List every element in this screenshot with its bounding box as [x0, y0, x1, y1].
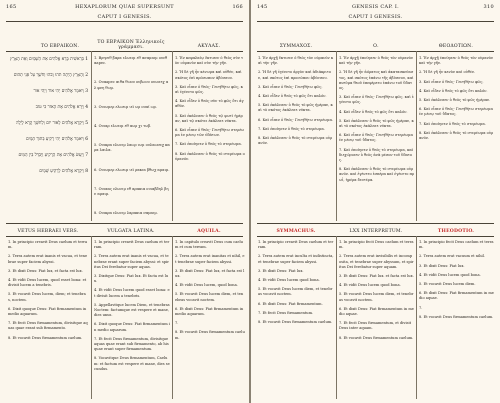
theodotion-verse: 8. Καὶ ἐκάλεσεν ὁ θεὸς τὸ στερέωμα οὐρανόν.: [419, 130, 494, 141]
left-header-rule: [6, 51, 243, 52]
theodotion-latin-verse: 4. Et vidit Deus lucem quod bona.: [419, 272, 481, 277]
aquila-latin-verse: 2. Terra autem erat inanitas et nihil, et tenebrae super faciem abyssi.: [175, 254, 245, 264]
right-theodotion-latin-column: [419, 240, 495, 400]
right-subtitle: CAPUT I GENESIS.: [348, 14, 403, 20]
hebrew-verse: 6 וַיֹּאמֶר אֱלֹהִים יְהִי רָקִיעַ בְּתוֹךְ הַמָּיִם: [25, 137, 88, 142]
left-running-head: [6, 4, 243, 12]
right-header-lxx: Ο.: [373, 44, 379, 49]
theodotion-latin-verse: 6. Et dixit Deus: Fiat firmamentum in medio aquae.: [419, 291, 494, 301]
lxx-latin-verse: 2. Terra autem erat invisibilis et incomposita, et tenebrae super abyssum, et spiritus Dei ferebatur super aquam.: [339, 254, 414, 269]
symmachus-latin-verse: 5. Et vocavit Deus lucem diem, et tenebras vocavit noctem.: [258, 287, 333, 297]
symmachus-verse: 6. Καὶ εἶπεν ὁ θεός· Γενηθήτω στερέωμα.: [258, 117, 334, 122]
left-mid-rule: [6, 223, 243, 224]
aquila-verse: 3. Καὶ εἶπεν ὁ θεός· Γενηθήτω φῶς, καὶ ἐγένετο φῶς.: [175, 84, 243, 95]
theodotion-latin-verse: 3. Et dixit Deus: Fiat lux.: [419, 263, 465, 268]
translit-verse: 2. Ουαарес αιθα θωου ουβωου ουωσεχ αλ φνη θωμ.: [94, 80, 169, 90]
theodotion-latin-verse: 5. Et vocavit Deus lucem diem.: [419, 282, 476, 287]
aquila-verse: 4. Καὶ εἶδεν ὁ θεὸς σὺν τὸ φῶς ὅτι ἀγαθόν.: [175, 99, 244, 109]
lxx-verse: 1. Ἐν ἀρχῇ ἐποίησεν ὁ θεὸς τὸν οὐρανὸν καὶ τὴν γῆν.: [339, 56, 414, 66]
lxx-verse: 8. Καὶ ἐκάλεσεν ὁ θεὸς τὸ στερέωμα οὐρανόν. καὶ ἐγένετο ἑσπέρα καὶ ἐγένετο πρωΐ, ἡμέρα δευτέρα.: [339, 167, 414, 182]
vetus-verse: 5. Et vocavit Deus lucem, diem; et tenebras, noctem.: [8, 292, 86, 302]
left-page-number-right: 166: [232, 4, 243, 10]
right-running-title: GENESIS CAP. I.: [351, 4, 400, 10]
lxx-latin-verse: 3. Et dixit Deus: Fiat lux. et facta est lux.: [339, 274, 414, 279]
lxx-latin-verse: 4. Et vidit Deus lucem quod bona.: [339, 283, 401, 288]
left-page-number: 165: [6, 4, 17, 10]
symmachus-verse: 4. Καὶ εἶδεν ὁ θεὸς τὸ φῶς ὅτι καλόν.: [258, 94, 327, 99]
right-running-head: [257, 4, 494, 12]
right-vrule-4: [416, 236, 417, 399]
aquila-latin-verse: 6. Et dixit Deus: Fiat firmamentum in medio aquarum.: [175, 306, 244, 317]
aquila-latin-verse: 7.: [175, 321, 179, 326]
vulgata-verse: 2. Terra autem erat inanis et vacua, et tenebrae erant super faciem abyssi: et spiritus Dei ferebatur super aquas.: [94, 254, 169, 269]
lxx-latin-verse: 5. Et vocavit Deus lucem diem, et tenebras vocavit noctem.: [339, 292, 414, 302]
aquila-latin-verse: 1. In capitulo creavit Deus cum caelum et cum terram.: [175, 240, 243, 250]
symmachus-latin-verse: 2. Terra autem erat inculta et indistincta, et tenebrae super faciem abyssi.: [258, 254, 334, 264]
lxx-latin-verse: 6. Et dixit Deus: Fiat firmamentum in medio aquae.: [339, 306, 414, 317]
vetus-verse: 7. Et fecit Deus firmamentum, divisitque aquas quae erant sub firmamento.: [8, 321, 88, 331]
hebrew-verse: 5 וַיִּקְרָא אֱלֹהִים לָאוֹר יוֹם וְלַחֹשֶׁךְ קָרָא לָיְלָה: [15, 121, 88, 126]
right-symmachus-column: [258, 56, 334, 221]
right-lxx-latin-column: [339, 240, 414, 400]
lxx-verse: 6. Καὶ εἶπεν ὁ θεός· Γενηθήτω στερέωμα ἐν μέσῳ τοῦ ὕδατος.: [339, 133, 413, 143]
theodotion-verse: 6. Καὶ εἶπεν ὁ θεός· Γενηθήτω στερέωμα ἐν μέσῳ τοῦ ὕδατος.: [419, 107, 493, 117]
right-lower-header-rule: [257, 236, 494, 237]
hebrew-verse: 1 בְּרֵאשִׁית בָּרָא אֱלֹהִים אֵת הַשָּׁמַיִם וְאֵת הָאָרֶץ: [10, 57, 88, 62]
hebrew-verse: 4 וַיַּרְא אֱלֹהִים אֶת הָאוֹר כִּי טוֹב: [35, 105, 88, 110]
left-vetus-column: [8, 240, 88, 400]
symmachus-latin-verse: 6. Et dixit Deus: Fiat firmamentum.: [258, 301, 323, 306]
symmachus-latin-verse: 3. Et dixit Deus: Fiat lux.: [258, 268, 304, 273]
left-vulgata-column: [94, 240, 170, 400]
theodotion-verse: 7. Καὶ ἐποίησεν ὁ θεὸς τὸ στερέωμα.: [419, 121, 486, 126]
right-vrule-2: [416, 51, 417, 221]
translit-verse: 8. Ουικρα ελωειμ λαρακια σαμαιμ.: [94, 211, 158, 216]
theodotion-latin-verse: 2. Terra autem erat vacuum et nihil.: [419, 254, 485, 259]
aquila-verse: 6. Καὶ εἶπεν ὁ θεός· Γενηθήτω στερέωμα ἐν μέσῳ τῶν ὑδάτων.: [175, 128, 245, 138]
aquila-latin-verse: 4. Et vidit Deus lucem, quod bona.: [175, 283, 238, 288]
vulgata-verse: 8. Vocavitque Deus firmamentum, Caelum: et factum est vespere et mane, dies secundus.: [94, 356, 170, 371]
aquila-latin-verse: 5. Et vocavit Deus lucem diem, et tenebras vocavit noctem.: [175, 292, 244, 302]
aquila-verse: 8. Καὶ ἐκάλεσεν ὁ θεὸς τὸ στερέωμα οὐρανόν.: [175, 151, 245, 161]
aquila-latin-verse: 8. Et vocavit Deus firmamentum caelum.: [175, 330, 245, 340]
left-header-hebrew: ΤΟ ΕΒΡΑΙΚΟΝ.: [40, 44, 80, 49]
aquila-verse: 5. Καὶ ἐκάλεσεν ὁ θεὸς τῷ φωτὶ ἡμέραν, καὶ τῷ σκότει ἐκάλεσε νύκτα.: [175, 113, 243, 123]
right-header-theodotion-latin: THEODOTIO.: [437, 229, 475, 234]
right-lxx-column: [339, 56, 414, 221]
right-header-rule: [257, 51, 494, 52]
translit-verse: 5. Ουικρα ελωειμ λαωρ ιωμ ουλαωσεχ καρα λαιλα.: [94, 143, 170, 153]
symmachus-verse: 3. Καὶ εἶπεν ὁ θεός· Γενηθήτω φῶς.: [258, 84, 323, 89]
left-header-vulgata: VULGATA LATINA.: [107, 229, 155, 234]
aquila-verse: 7. Καὶ ἐποίησεν ὁ θεὸς τὸ στερέωμα.: [175, 142, 242, 147]
vulgata-verse: 5. Appellavitque lucem Diem, et tenebras Noctem: factumque est vespere et mane, dies unus.: [94, 302, 170, 318]
symmachus-verse: 1. Ἐν ἀρχῇ ἔκτισεν ὁ θεὸς τὸν οὐρανὸν καὶ τὴν γῆν.: [258, 56, 334, 66]
symmachus-verse: 5. Καὶ ἐκάλεσεν ὁ θεὸς τὸ φῶς ἡμέραν, καὶ τὸ σκότος ἐκάλεσε νύκτα.: [258, 103, 333, 113]
lxx-latin-verse: 1. In principio fecit Deus caelum et terram.: [339, 240, 414, 250]
vulgata-verse: 3. Dixitque Deus: Fiat lux. Et facta est lux.: [94, 274, 169, 284]
left-translit-column: [94, 56, 170, 221]
right-vrule-1: [336, 51, 337, 221]
vulgata-verse: 7. Et fecit Deus firmamentum, divisitque aquas quae erant sub firmamento, ab his quae erant super firmamentum.: [94, 336, 169, 352]
right-theodotion-column: [419, 56, 495, 221]
theodotion-verse: 1. Ἐν ἀρχῇ ἐποίησεν ὁ θεὸς τὸν οὐρανὸν καὶ τὴν γῆν.: [419, 56, 494, 66]
translit-verse: 7. Ουιαας ελωειμ εθ αρακια ουιαβδηλ βην αμαιμ.: [94, 186, 169, 197]
lxx-verse: 7. Καὶ ἐποίησεν ὁ θεὸς τὸ στερέωμα, καὶ διεχώρισεν ὁ θεὸς ἀνὰ μέσον τοῦ ὕδατος.: [339, 147, 414, 163]
lxx-verse: 4. Καὶ εἶδεν ὁ θεὸς τὸ φῶς ὅτι καλόν.: [339, 109, 408, 114]
symmachus-verse: 8. Καὶ ἐκάλεσεν ὁ θεὸς τὸ στερέωμα οὐρανόν.: [258, 136, 333, 146]
vulgata-verse: 4. Et vidit Deus lucem quod esset bona: et divisit lucem a tenebris.: [94, 288, 170, 298]
aquila-latin-verse: 3. Et dixit Deus: Fiat lux, et facta est lux.: [175, 268, 245, 279]
symmachus-latin-verse: 1. In principio creavit Deus caelum et terram.: [258, 240, 334, 250]
vetus-verse: 3. Et dixit Deus: Fiat lux, et facta est lux.: [8, 268, 83, 273]
right-top-rule: [257, 21, 494, 22]
left-header-vetus: VETUS HEBRAEI VERS.: [17, 229, 79, 234]
left-running-title: HEXAPLORUM QUAE SUPERSUNT: [75, 4, 174, 10]
vetus-verse: 1. In principio creavit Deus caelum et terram.: [8, 240, 88, 250]
vetus-verse: 2. Terra autem erat inanis et vacua, et tenebrae super faciem abyssi.: [8, 254, 88, 264]
translit-verse: 6. Ουιωμερ ελωειμ ιεϊ ρακια βθωχ αμαιμ.: [94, 167, 170, 172]
lxx-latin-verse: 7. Et fecit Deus firmamentum, et divisit Deus inter aquam.: [339, 321, 412, 331]
translit-verse: 3. Ουιωμερ ελωειμ ιεϊ ωρ ουαϊ ωρ.: [94, 104, 157, 109]
right-vrule-3: [336, 236, 337, 399]
theodotion-latin-verse: 8. Et vocavit Deus firmamentum caelum.: [419, 314, 494, 319]
theodotion-latin-verse: 7.: [419, 305, 423, 310]
left-subtitle: CAPUT I GENESIS.: [97, 14, 152, 20]
symmachus-latin-verse: 8. Et vocavit Deus firmamentum caelum.: [258, 320, 333, 325]
right-header-theodotion: ΘΕΟΔΟΤΙΩΝ.: [438, 44, 474, 49]
aquila-verse: 2. Ἡ δὲ γῆ ἦν κένωμα καὶ οὐθέν, καὶ σκότος ἐπὶ πρόσωπον ἀβύσσου.: [175, 70, 242, 80]
lxx-verse: 5. Καὶ ἐκάλεσεν ὁ θεὸς τὸ φῶς ἡμέραν, καὶ τὸ σκότος ἐκάλεσε νύκτα.: [339, 118, 414, 129]
left-hebrew-column: [8, 56, 88, 221]
hebrew-verse: 8 וַיִּקְרָא אֱלֹהִים לָרָקִיעַ שָׁמָיִם: [39, 169, 88, 174]
left-vrule-4: [172, 236, 173, 399]
theodotion-latin-verse: 1. In principio fecit Deus caelum et terram.: [419, 240, 494, 250]
left-header-aquila-latin: AQUILA.: [197, 229, 221, 234]
left-aquila-greek-column: [175, 56, 245, 221]
lxx-verse: 3. Καὶ εἶπεν ὁ θεός· Γενηθήτω φῶς. καὶ ἐγένετο φῶς.: [339, 95, 414, 105]
hebrew-verse: 3 וַיֹּאמֶר אֱלֹהִים יְהִי אוֹר וַיְהִי אוֹר: [33, 89, 88, 94]
vetus-verse: 8. Et vocavit Deus firmamentum caelum.: [8, 335, 83, 340]
right-header-symmachus: ΣΥΜΜΑΧΟΣ.: [279, 44, 313, 49]
hebrew-verse: 7 וַיַּעַשׂ אֱלֹהִים אֶת הָרָקִיעַ וַיַּבְדֵּל בֵּין הַמַּיִם: [18, 153, 88, 158]
right-symmachus-latin-column: [258, 240, 334, 400]
aquila-verse: 1. Ἐν κεφαλαίῳ ἔκτισεν ὁ θεὸς σὺν τὸν οὐρανὸν καὶ σὺν τὴν γῆν.: [175, 56, 244, 66]
left-lower-header-rule: [6, 236, 243, 237]
left-header-aquila: ΑΚΥΛΑΣ.: [197, 44, 221, 49]
left-header-translit: ΤΟ ΕΒΡΑΙΚΟΝ Ἑλληνικοῖς γράμμασι.: [97, 40, 165, 50]
translit-verse: 1. Βρησιθ βαρα ελωειμ εθ ασαμαιμ ουεθ αарес.: [94, 56, 168, 66]
vetus-verse: 6. Dixit quoque Deus: Fiat firmamentum in medio aquarum.: [8, 306, 87, 317]
vulgata-verse: 1. In principio creavit Deus caelum et terram.: [94, 240, 170, 250]
symmachus-latin-verse: 4. Et vidit Deus lucem quod bona.: [258, 278, 320, 283]
vetus-verse: 4. Et vidit Deus lucem, quod esset bona: et divisit lucem a tenebris.: [8, 278, 87, 288]
theodotion-verse: 2. Ἡ δὲ γῆ ἦν κενὸν καὶ οὐθέν.: [419, 70, 476, 75]
hebrew-verse: 2 וְהָאָרֶץ הָיְתָה תֹהוּ וָבֹהוּ וְחֹשֶׁךְ עַל פְּנֵי תְהוֹם: [13, 73, 88, 78]
right-page: [251, 0, 500, 403]
theodotion-verse: 5. Καὶ ἐκάλεσεν ὁ θεὸς τὸ φῶς ἡμέραν.: [419, 98, 491, 103]
left-vrule-1: [91, 51, 92, 221]
translit-verse: 4. Ουιαρ ελωειμ εθ αωρ χι τωβ.: [94, 124, 152, 129]
symmachus-verse: 7. Καὶ ἐποίησεν ὁ θεὸς τὸ στερέωμα.: [258, 126, 325, 131]
theodotion-verse: 3. Καὶ εἶπεν ὁ θεός· Γενηθήτω φῶς.: [419, 79, 484, 84]
symmachus-verse: 2. Ἡ δὲ γῆ ἐγένετο ἀργὸν καὶ ἀδιάκριτον, καὶ σκότος ἐπὶ προσώπου ἀβύσσου.: [258, 70, 331, 80]
left-aquila-latin-column: [175, 240, 245, 400]
lxx-latin-verse: 8. Et vocavit Deus firmamentum caelum.: [339, 335, 414, 340]
right-page-number: 145: [257, 4, 268, 10]
lxx-verse: 2. Ἡ δὲ γῆ ἦν ἀόρατος καὶ ἀκατασκεύαστος, καὶ σκότος ἐπάνω τῆς ἀβύσσου, καὶ πνεῦμα θεοῦ ἐπεφέρετο ἐπάνω τοῦ ὕδατος.: [339, 70, 414, 91]
right-header-lxx-latin: LXX INTERPRETUM.: [349, 229, 403, 234]
left-vrule-3: [91, 236, 92, 399]
symmachus-latin-verse: 7. Et fecit Deus firmamentum.: [258, 310, 314, 315]
vulgata-verse: 6. Dixit quoque Deus: Fiat firmamentum in medio aquarum.: [94, 322, 170, 332]
left-vrule-2: [172, 51, 173, 221]
theodotion-verse: 4. Καὶ εἶδεν ὁ θεὸς τὸ φῶς ὅτι καλόν.: [419, 88, 488, 93]
left-top-rule: [6, 21, 243, 22]
right-mid-rule: [257, 223, 494, 224]
right-page-number-right: 310: [483, 4, 494, 10]
right-header-symmachus-latin: SYMMACHUS.: [276, 229, 316, 234]
